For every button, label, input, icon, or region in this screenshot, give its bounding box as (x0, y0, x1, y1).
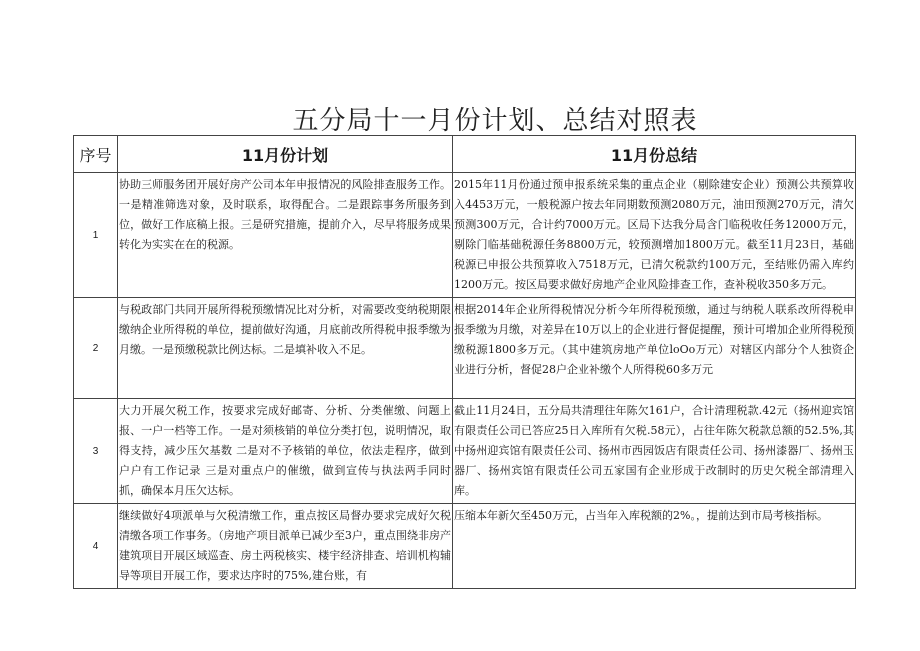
row-seq: 3 (74, 399, 118, 504)
row-plan: 协助三师服务团开展好房产公司本年申报情况的风险排查服务工作。一是精准筛选对象，及时联系，取得配合。二是跟踪事务所服务到位，做好工作底稿上报。三是研究措施，提前介入，尽早将服务成果转化为实实在在的税源。 (118, 173, 453, 298)
row-plan: 大力开展欠税工作，按要求完成好邮寄、分析、分类催缴、问题上报、一户一档等工作。一是对须核销的单位分类打包，说明情况，取得支持，减少压欠基数 二是对不予核销的单位，依法走程序，做到户户有工作记录 三是对重点户的催缴，做到宣传与执法两手同时抓，确保本月压欠达标。 (118, 399, 453, 504)
table-row (74, 399, 856, 504)
row-plan: 继续做好4项派单与欠税清缴工作，重点按区局督办要求完成好欠税清缴各项工作事务。（房地产项目派单已减少至3户，重点围绕非房产建筑项目开展区域巡查、房土两税核实、楼宇经济排查、培训机构辅导等项目开展工作，要求达序时的75%,建台账，有 (118, 504, 453, 589)
header-seq: 序号 (74, 136, 118, 173)
table-row (74, 173, 856, 298)
table-header-row (74, 136, 856, 173)
table-row (74, 298, 856, 399)
page-title: 五分局十一月份计划、总结对照表 (292, 106, 698, 136)
row-seq: 1 (74, 173, 118, 298)
header-summary: 11月份总结 (453, 136, 856, 173)
row-summary: 根据2014年企业所得税情况分析今年所得税预缴，通过与纳税人联系改所得税申报季缴为月缴，对差异在10万以上的企业进行督促提醒，预计可增加企业所得税预缴税源1800多万元。（其中建筑房地产单位loOo万元）对辖区内部分个人独资企业进行分析，督促28户企业补缴个人所得税60多万元 (453, 298, 856, 399)
row-summary: 压缩本年新欠至450万元，占当年入库税额的2%。，提前达到市局考核指标。 (453, 504, 856, 589)
comparison-table (73, 135, 856, 589)
row-summary: 截止11月24日，五分局共清理往年陈欠161户，合计清理税款.42元（扬州迎宾馆有限责任公司已答应25日入库所有欠税.58元），占往年陈欠税款总额的52.5%,其中扬州迎宾馆有限责任公司、扬州市西园饭店有限责任公司、扬州漆器厂、扬州玉器厂、扬州宾馆有限责任公司五家国有企业形成于改制时的历史欠税全部清理入库。 (453, 399, 856, 504)
row-seq: 2 (74, 298, 118, 399)
header-plan: 11月份计划 (118, 136, 453, 173)
row-plan: 与税政部门共同开展所得税预缴情况比对分析，对需要改变纳税期限缴纳企业所得税的单位，提前做好沟通，月底前改所得税申报季缴为月缴。一是预缴税款比例达标。二是填补收入不足。 (118, 298, 453, 399)
table-row (74, 504, 856, 589)
row-seq: 4 (74, 504, 118, 589)
row-summary: 2015年11月份通过预申报系统采集的重点企业（剔除建安企业）预测公共预算收入4453万元，一般税源户按去年同期数预测2080万元，油田预测270万元，清欠预测300万元，合计约7000万元。区局下达我分局含门临税收任务12000万元，剔除门临基础税源任务8800万元，较预测增加1800万元。截至11月23日，基础税源已申报公共预算收入7518万元，已清欠税款约100万元，至结账仍需入库约1200万元。按区局要求做好房地产企业风险排查工作，查补税收350多万元。 (453, 173, 856, 298)
